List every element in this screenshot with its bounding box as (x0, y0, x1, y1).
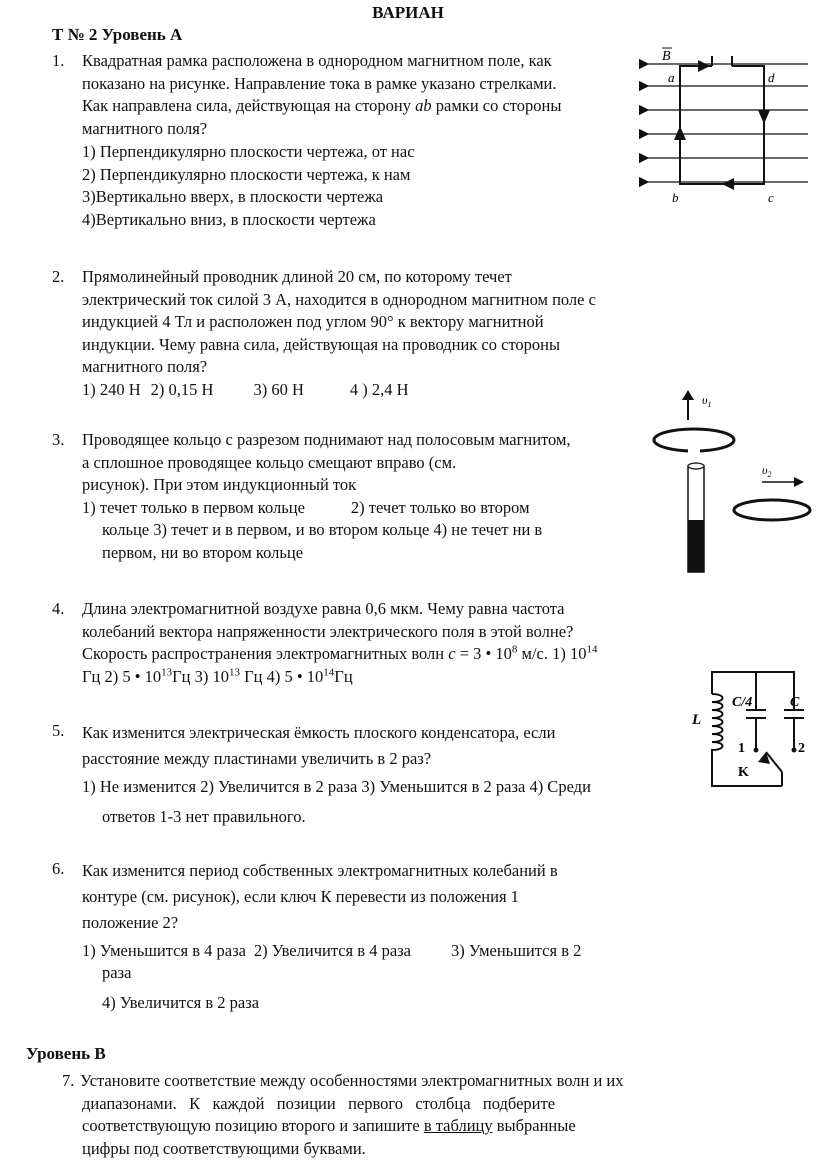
answer-options-line: первом, ни во втором кольце (102, 542, 304, 562)
question-number: 6. (52, 859, 65, 878)
level-a-heading: Т № 2 Уровень А (52, 25, 183, 44)
question-text-line: положение 2? (82, 913, 179, 932)
question-number: 3. (52, 430, 65, 449)
question-text-line: Квадратная рамка расположена в однородном магнитном поле, как (82, 51, 552, 70)
question-text-line: а сплошное проводящее кольцо смещают вправо (см. (82, 452, 457, 472)
velocity-label-1: $\upsilon_1$ (702, 393, 712, 409)
answer-option: 4) Увеличится в 2 раза (102, 993, 260, 1012)
velocity-label-2: $\upsilon_2$ (762, 463, 772, 479)
question-number: 5. (52, 721, 65, 740)
question-text-line: Скорость распространения электромагнитных волн c = 3 • $10^8$ м/с. 1) $10^{14}$ (82, 643, 598, 663)
answer-option: 3)Вертикально вверх, в плоскости чертежа (82, 187, 384, 206)
question-text-line: рисунок). При этом индукционный ток (82, 475, 357, 494)
switch-position-2: 2 (798, 741, 805, 756)
question-number: 4. (52, 599, 65, 618)
corner-label-d: d (768, 70, 775, 85)
field-label-b: B (662, 49, 671, 64)
question-2 (52, 266, 652, 401)
question-text-line: Длина электромагнитной воздухе равна 0,6 мкм. Чему равна частота (82, 599, 565, 618)
question-number: 7. (62, 1071, 75, 1090)
answer-option: 1) Перпендикулярно плоскости чертежа, от нас (82, 142, 415, 161)
question-text-line: индукции. Чему равна сила, действующая на проводник со стороны (82, 334, 561, 354)
question-4 (52, 598, 652, 688)
side-label-ab: ab (415, 96, 432, 115)
current-arrow-up (674, 126, 686, 140)
question-text-line: Как направлена сила, действующая на сторону ab рамки со стороны (82, 96, 562, 115)
answer-option: 2) 0,15 Н (150, 379, 214, 399)
question-text-line: индукцией 4 Тл и расположен под углом 90° к вектору магнитной (82, 312, 544, 331)
level-b-heading: Уровень В (26, 1044, 106, 1063)
answer-option: 3) 60 Н (253, 379, 304, 399)
question-3 (52, 429, 652, 564)
current-arrow-down (758, 110, 770, 124)
corner-label-a: a (668, 70, 675, 85)
answer-options-line: ответов 1-3 нет правильного. (102, 807, 306, 826)
answer-options-line: 1) Уменьшится в 4 раза 2) Увеличится в 4 раза 3) Уменьшится в 2 (82, 941, 582, 960)
solid-ring (734, 500, 810, 520)
question-text-line: цифры под соответствующими буквами. (82, 1138, 366, 1158)
answer-options-row (82, 379, 652, 402)
corner-label-c: c (768, 190, 774, 205)
answer-options-line: 1) течет только в первом кольце 2) течет только во втором (82, 497, 530, 517)
question-7 (62, 1070, 690, 1160)
answer-options-line: 1) Не изменится 2) Увеличится в 2 раза 3) Уменьшится в 2 раза 4) Среди (82, 777, 591, 796)
answer-option: 4 ) 2,4 Н (349, 379, 409, 399)
answer-options-line: раза (102, 963, 132, 982)
current-arrow-left (722, 178, 734, 190)
question-text-line: колебаний вектора напряженности электрического поля в этой волне? (82, 621, 574, 641)
capacitor-label-c4: C/4 (732, 695, 753, 710)
figure-lc-circuit (686, 664, 810, 794)
current-arrow-right (698, 60, 710, 72)
question-text-line: Как изменится электрическая ёмкость плоского конденсатора, если (82, 723, 556, 742)
question-number: 2. (52, 267, 65, 286)
switch-position-1: 1 (738, 741, 745, 756)
figure-frame-in-field (640, 50, 810, 210)
page-title: ВАРИАН (372, 3, 444, 22)
question-text-line: расстояние между пластинами увеличить в 2 раз? (82, 749, 432, 768)
inductor-label: L (692, 712, 702, 728)
question-text-line: диапазонами. К каждой позиции первого столбца подберите (82, 1093, 556, 1113)
question-1 (52, 50, 652, 231)
question-6 (52, 858, 692, 1014)
question-text-line: электрический ток силой 3 А, находится в однородном магнитном поле с (82, 289, 596, 309)
switch-label-k: K (738, 765, 749, 780)
question-number: 1. (52, 51, 65, 70)
corner-label-b: b (672, 190, 679, 205)
question-text-line: Установите соответствие между особенностями электромагнитных волн и их (80, 1071, 624, 1090)
figure-rings-and-magnet (650, 390, 816, 580)
question-text-line: соответствующую позицию второго и запишите в таблицу выбранные (82, 1116, 576, 1135)
question-text-line: Как изменится период собственных электромагнитных колебаний в (82, 861, 558, 880)
table-link[interactable]: в таблицу (423, 1116, 493, 1135)
question-text-line: Проводящее кольцо с разрезом поднимают над полосовым магнитом, (82, 430, 571, 449)
question-text-line: Гц 2) 5 • $10^{13}Гц$ 3) $10^{13}$ Гц 4) 5 • $10^{14}Гц$ (82, 666, 353, 686)
question-text-line: магнитного поля? (82, 118, 208, 138)
answer-option: 4)Вертикально вниз, в плоскости чертежа (82, 209, 376, 229)
answer-option: 2) Перпендикулярно плоскости чертежа, к нам (82, 164, 411, 184)
capacitor-label-c: C (790, 695, 800, 710)
question-text-line: показано на рисунке. Направление тока в рамке указано стрелками. (82, 73, 557, 93)
question-text-line: Прямолинейный проводник длиной 20 см, по которому течет (82, 267, 512, 286)
question-5 (52, 720, 692, 830)
question-text-line: контуре (см. рисунок), если ключ К перевести из положения 1 (82, 887, 519, 906)
question-text-line: магнитного поля? (82, 357, 208, 376)
answer-options-line: кольце 3) течет и в первом, и во втором кольце 4) не течет ни в (102, 520, 543, 539)
answer-option: 1) 240 Н (82, 379, 141, 399)
